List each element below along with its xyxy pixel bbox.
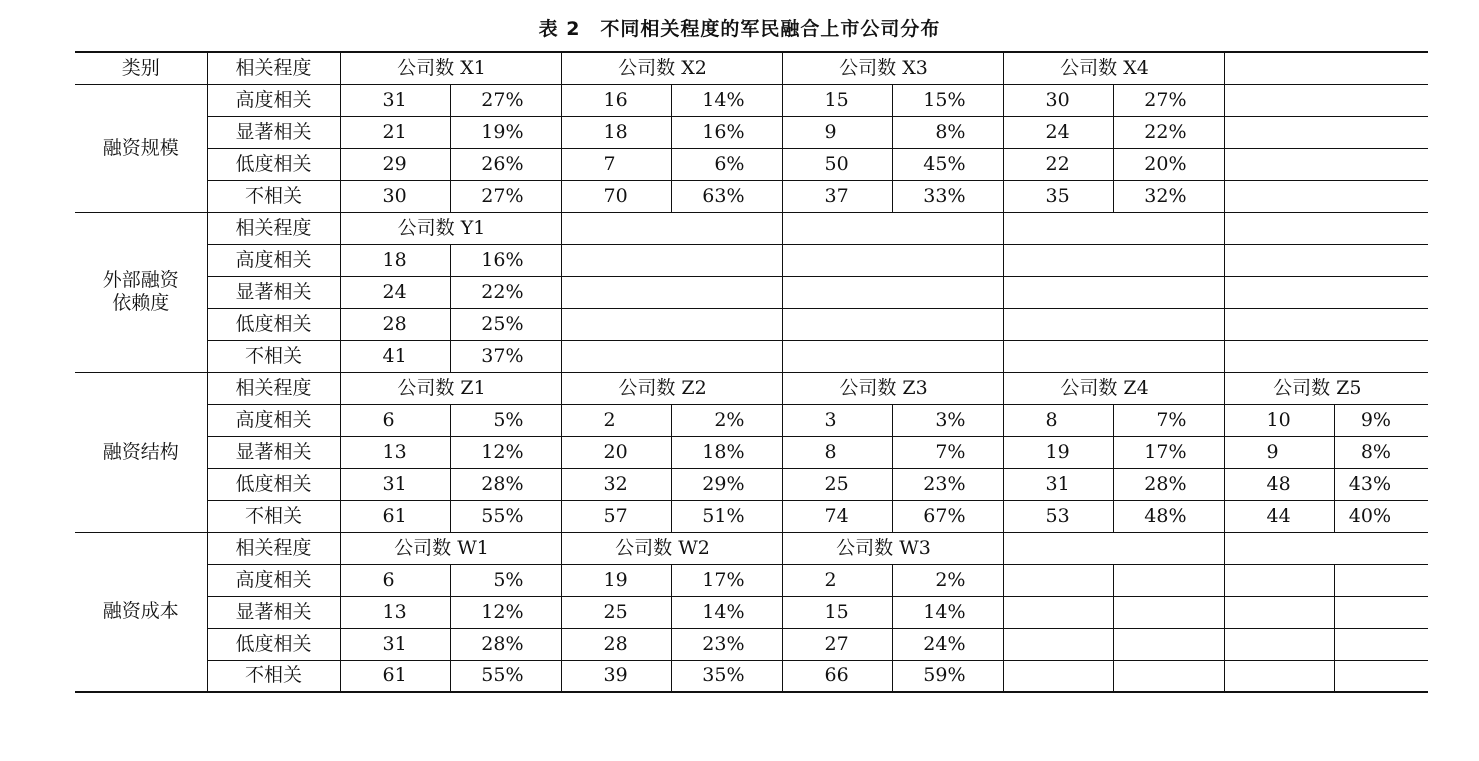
degree-cell: 高度相关 (207, 244, 340, 276)
count-cell: 2 (561, 404, 671, 436)
count-cell: 32 (561, 468, 671, 500)
count-cell: 18 (340, 244, 450, 276)
empty-cell (561, 244, 782, 276)
percent-cell: 33% (892, 180, 1003, 212)
count-cell: 27 (782, 628, 892, 660)
count-cell: 61 (340, 500, 450, 532)
empty-cell (1224, 180, 1428, 212)
percent-cell (1334, 660, 1428, 692)
empty-cell (782, 340, 1003, 372)
empty-cell (561, 308, 782, 340)
category-cell: 外部融资依赖度 (75, 212, 207, 372)
count-cell: 15 (782, 84, 892, 116)
count-cell: 70 (561, 180, 671, 212)
column-header: 公司数 Z5 (1224, 372, 1428, 404)
percent-cell: 28% (1113, 468, 1224, 500)
count-cell: 50 (782, 148, 892, 180)
count-cell (1224, 596, 1334, 628)
percent-cell: 9% (1334, 404, 1428, 436)
percent-cell: 35% (671, 660, 782, 692)
count-cell: 16 (561, 84, 671, 116)
table-row (75, 660, 1428, 692)
percent-cell: 37% (450, 340, 561, 372)
category-cell: 融资规模 (75, 84, 207, 212)
count-cell: 6 (340, 564, 450, 596)
empty-cell (1224, 340, 1428, 372)
percent-cell: 29% (671, 468, 782, 500)
column-header: 公司数 Z4 (1003, 372, 1224, 404)
percent-cell: 20% (1113, 148, 1224, 180)
percent-cell: 32% (1113, 180, 1224, 212)
table-row (75, 468, 1428, 500)
table-row (75, 308, 1428, 340)
empty-cell (561, 340, 782, 372)
empty-cell (1003, 244, 1224, 276)
empty-cell (782, 276, 1003, 308)
count-cell: 25 (561, 596, 671, 628)
column-header: 公司数 Z1 (340, 372, 561, 404)
degree-cell: 低度相关 (207, 308, 340, 340)
percent-cell: 40% (1334, 500, 1428, 532)
percent-cell: 48% (1113, 500, 1224, 532)
empty-cell (782, 244, 1003, 276)
degree-header-cell: 相关程度 (207, 212, 340, 244)
column-header (782, 212, 1003, 244)
percent-cell: 14% (671, 84, 782, 116)
empty-cell (1224, 308, 1428, 340)
count-cell: 28 (561, 628, 671, 660)
count-cell: 6 (340, 404, 450, 436)
percent-cell: 2% (671, 404, 782, 436)
count-cell: 15 (782, 596, 892, 628)
column-header: 公司数 W1 (340, 532, 561, 564)
count-cell (1003, 596, 1113, 628)
percent-cell: 55% (450, 660, 561, 692)
degree-cell: 高度相关 (207, 84, 340, 116)
percent-cell: 45% (892, 148, 1003, 180)
degree-cell: 低度相关 (207, 628, 340, 660)
percent-cell: 16% (671, 116, 782, 148)
table-row (75, 564, 1428, 596)
category-cell: 类别 (75, 52, 207, 84)
count-cell: 13 (340, 596, 450, 628)
table-row (75, 340, 1428, 372)
count-cell: 13 (340, 436, 450, 468)
count-cell: 3 (782, 404, 892, 436)
count-cell: 9 (1224, 436, 1334, 468)
count-cell: 8 (1003, 404, 1113, 436)
degree-cell: 不相关 (207, 660, 340, 692)
percent-cell: 63% (671, 180, 782, 212)
count-cell: 24 (1003, 116, 1113, 148)
column-header: 公司数 Y1 (340, 212, 561, 244)
group-header-row (75, 212, 1428, 244)
percent-cell: 12% (450, 436, 561, 468)
percent-cell: 7% (1113, 404, 1224, 436)
count-cell (1003, 628, 1113, 660)
degree-cell: 显著相关 (207, 596, 340, 628)
column-header: 公司数 X3 (782, 52, 1003, 84)
empty-cell (1003, 276, 1224, 308)
column-header (1224, 52, 1428, 84)
degree-header-cell: 相关程度 (207, 52, 340, 84)
column-header (561, 212, 782, 244)
column-header: 公司数 W2 (561, 532, 782, 564)
empty-cell (1224, 148, 1428, 180)
percent-cell: 17% (671, 564, 782, 596)
percent-cell: 51% (671, 500, 782, 532)
percent-cell: 12% (450, 596, 561, 628)
count-cell: 30 (1003, 84, 1113, 116)
degree-cell: 不相关 (207, 340, 340, 372)
count-cell (1224, 660, 1334, 692)
count-cell: 19 (1003, 436, 1113, 468)
percent-cell (1113, 628, 1224, 660)
table-row (75, 244, 1428, 276)
percent-cell: 23% (892, 468, 1003, 500)
empty-cell (782, 308, 1003, 340)
count-cell: 66 (782, 660, 892, 692)
count-cell: 31 (340, 84, 450, 116)
degree-cell: 显著相关 (207, 116, 340, 148)
count-cell: 21 (340, 116, 450, 148)
table-row (75, 180, 1428, 212)
degree-cell: 不相关 (207, 500, 340, 532)
percent-cell (1113, 564, 1224, 596)
degree-cell: 不相关 (207, 180, 340, 212)
degree-cell: 高度相关 (207, 404, 340, 436)
count-cell: 19 (561, 564, 671, 596)
count-cell: 2 (782, 564, 892, 596)
table-row (75, 148, 1428, 180)
percent-cell: 26% (450, 148, 561, 180)
empty-cell (1224, 276, 1428, 308)
empty-cell (1224, 84, 1428, 116)
count-cell: 53 (1003, 500, 1113, 532)
table-row (75, 116, 1428, 148)
table-row (75, 500, 1428, 532)
degree-cell: 显著相关 (207, 436, 340, 468)
percent-cell: 5% (450, 564, 561, 596)
percent-cell: 6% (671, 148, 782, 180)
percent-cell: 28% (450, 628, 561, 660)
percent-cell: 23% (671, 628, 782, 660)
column-header: 公司数 Z2 (561, 372, 782, 404)
percent-cell: 5% (450, 404, 561, 436)
count-cell: 31 (1003, 468, 1113, 500)
degree-cell: 显著相关 (207, 276, 340, 308)
degree-header-cell: 相关程度 (207, 532, 340, 564)
count-cell: 9 (782, 116, 892, 148)
column-header: 公司数 X1 (340, 52, 561, 84)
percent-cell: 19% (450, 116, 561, 148)
category-cell: 融资成本 (75, 532, 207, 692)
percent-cell: 22% (450, 276, 561, 308)
group-header-row (75, 532, 1428, 564)
table-row (75, 404, 1428, 436)
distribution-table (75, 51, 1428, 693)
degree-cell: 高度相关 (207, 564, 340, 596)
percent-cell: 3% (892, 404, 1003, 436)
empty-cell (1224, 116, 1428, 148)
percent-cell: 27% (1113, 84, 1224, 116)
empty-cell (1003, 308, 1224, 340)
table-row (75, 596, 1428, 628)
count-cell: 30 (340, 180, 450, 212)
column-header (1224, 212, 1428, 244)
percent-cell: 16% (450, 244, 561, 276)
percent-cell (1113, 660, 1224, 692)
count-cell: 57 (561, 500, 671, 532)
table-body (75, 52, 1428, 692)
category-cell: 融资结构 (75, 372, 207, 532)
percent-cell (1113, 596, 1224, 628)
percent-cell: 2% (892, 564, 1003, 596)
table-row (75, 84, 1428, 116)
count-cell: 31 (340, 628, 450, 660)
column-header: 公司数 Z3 (782, 372, 1003, 404)
count-cell: 22 (1003, 148, 1113, 180)
percent-cell: 27% (450, 84, 561, 116)
count-cell: 74 (782, 500, 892, 532)
percent-cell: 14% (671, 596, 782, 628)
column-header: 公司数 X4 (1003, 52, 1224, 84)
percent-cell: 17% (1113, 436, 1224, 468)
count-cell (1003, 564, 1113, 596)
count-cell: 48 (1224, 468, 1334, 500)
degree-header-cell: 相关程度 (207, 372, 340, 404)
count-cell: 7 (561, 148, 671, 180)
percent-cell: 14% (892, 596, 1003, 628)
percent-cell: 55% (450, 500, 561, 532)
count-cell: 61 (340, 660, 450, 692)
count-cell: 31 (340, 468, 450, 500)
count-cell: 8 (782, 436, 892, 468)
percent-cell: 59% (892, 660, 1003, 692)
column-header: 公司数 X2 (561, 52, 782, 84)
percent-cell: 43% (1334, 468, 1428, 500)
count-cell: 18 (561, 116, 671, 148)
count-cell: 37 (782, 180, 892, 212)
percent-cell (1334, 564, 1428, 596)
percent-cell: 8% (1334, 436, 1428, 468)
count-cell (1224, 564, 1334, 596)
percent-cell: 18% (671, 436, 782, 468)
count-cell: 28 (340, 308, 450, 340)
table-row (75, 276, 1428, 308)
degree-cell: 低度相关 (207, 468, 340, 500)
count-cell: 35 (1003, 180, 1113, 212)
percent-cell (1334, 596, 1428, 628)
table-title: 表 2 不同相关程度的军民融合上市公司分布 (538, 18, 941, 40)
table-row (75, 436, 1428, 468)
percent-cell: 67% (892, 500, 1003, 532)
count-cell: 25 (782, 468, 892, 500)
empty-cell (561, 276, 782, 308)
column-header: 公司数 W3 (782, 532, 1003, 564)
count-cell: 24 (340, 276, 450, 308)
count-cell: 41 (340, 340, 450, 372)
count-cell: 20 (561, 436, 671, 468)
column-header (1224, 532, 1428, 564)
degree-cell: 低度相关 (207, 148, 340, 180)
percent-cell: 7% (892, 436, 1003, 468)
group-header-row (75, 52, 1428, 84)
percent-cell: 27% (450, 180, 561, 212)
percent-cell (1334, 628, 1428, 660)
percent-cell: 15% (892, 84, 1003, 116)
count-cell: 29 (340, 148, 450, 180)
percent-cell: 22% (1113, 116, 1224, 148)
percent-cell: 8% (892, 116, 1003, 148)
percent-cell: 28% (450, 468, 561, 500)
count-cell (1224, 628, 1334, 660)
count-cell: 39 (561, 660, 671, 692)
column-header (1003, 212, 1224, 244)
table-row (75, 628, 1428, 660)
count-cell: 10 (1224, 404, 1334, 436)
percent-cell: 25% (450, 308, 561, 340)
empty-cell (1224, 244, 1428, 276)
group-header-row (75, 372, 1428, 404)
count-cell: 44 (1224, 500, 1334, 532)
column-header (1003, 532, 1224, 564)
empty-cell (1003, 340, 1224, 372)
count-cell (1003, 660, 1113, 692)
percent-cell: 24% (892, 628, 1003, 660)
